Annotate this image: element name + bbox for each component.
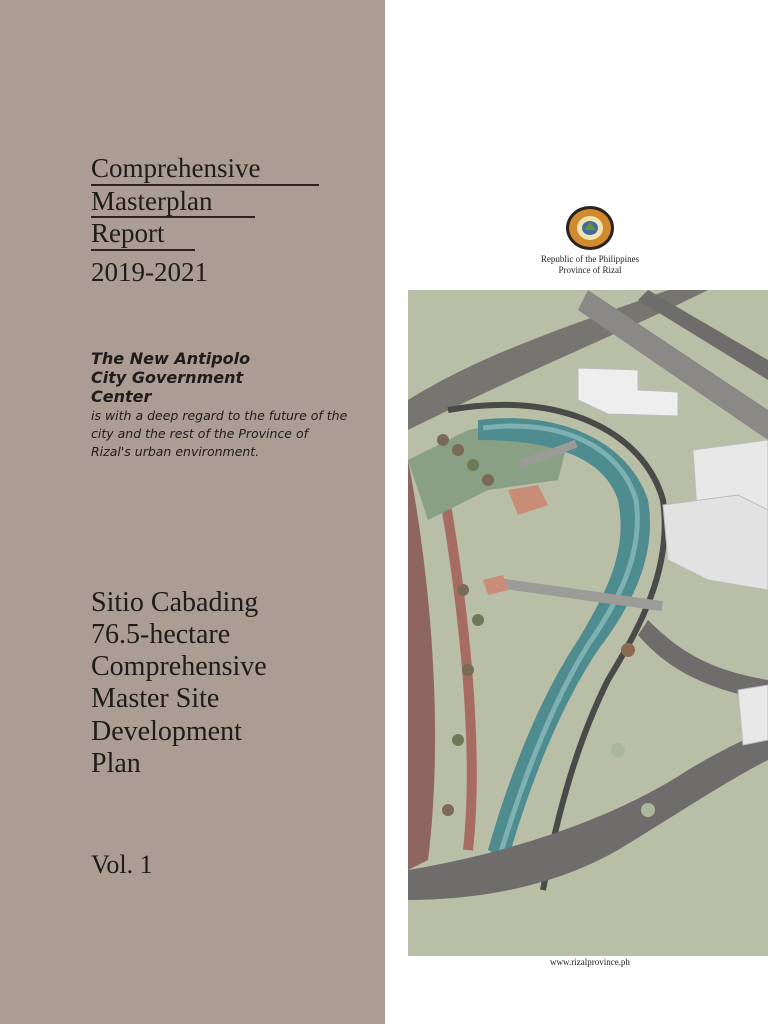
plan-title-line-3: Comprehensive xyxy=(91,651,267,682)
masterplan-rendering xyxy=(408,290,768,956)
subtitle-line-2: City Government xyxy=(91,368,244,387)
province-label: Province of Rizal xyxy=(558,265,622,275)
report-title-line-3: Report xyxy=(91,218,165,248)
plan-title-line-1: Sitio Cabading xyxy=(91,587,259,618)
subtitle-line-3: Center xyxy=(91,387,152,406)
report-title-line-2: Masterplan xyxy=(91,186,213,216)
report-title-line-1: Comprehensive xyxy=(91,153,261,183)
volume-label: Vol. 1 xyxy=(91,850,153,879)
plan-title-line-6: Plan xyxy=(91,748,141,779)
report-years: 2019-2021 xyxy=(91,257,208,287)
plan-title-line-4: Master Site xyxy=(91,683,220,714)
plan-title-line-5: Development xyxy=(91,716,242,747)
title-underline-3 xyxy=(91,249,195,251)
website-url: www.rizalprovince.ph xyxy=(550,957,630,967)
masterplan-illustration xyxy=(408,290,768,956)
subtitle-description: is with a deep regard to the future of the city and the rest of the Province of Rizal's urban environment. xyxy=(91,408,348,459)
plan-title-line-2: 76.5-hectare xyxy=(91,619,231,650)
province-seal-icon xyxy=(565,205,615,251)
subtitle-line-1: The New Antipolo xyxy=(91,349,251,368)
republic-label: Republic of the Philippines xyxy=(540,254,640,264)
